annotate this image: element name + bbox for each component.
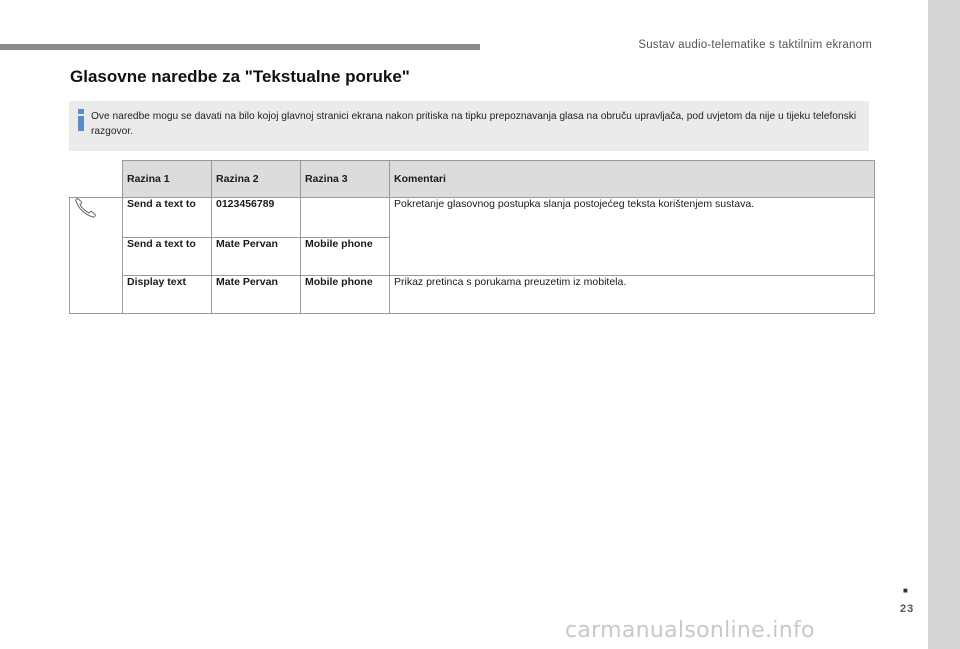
phone-handset-icon xyxy=(74,198,100,218)
table-icon-cell xyxy=(70,198,123,314)
table-row xyxy=(70,198,875,238)
table-row xyxy=(70,276,875,314)
table-header-blank xyxy=(70,161,123,198)
cell-level2: Mate Pervan xyxy=(212,238,301,276)
cell-level1: Send a text to xyxy=(123,198,212,238)
table-header-level1: Razina 1 xyxy=(123,161,212,198)
page-side-bar xyxy=(928,0,960,649)
cell-comment: Pokretanje glasovnog postupka slanja postojećeg teksta korištenjem sustava. xyxy=(390,198,875,276)
cell-level1: Send a text to xyxy=(123,238,212,276)
watermark: carmanualsonline.info xyxy=(565,618,815,643)
page-number: 23 xyxy=(900,603,915,615)
cell-level2: 0123456789 xyxy=(212,198,301,238)
voice-commands-table xyxy=(69,160,875,314)
header-rule xyxy=(0,44,480,50)
section-title: Sustav audio-telematike s taktilnim ekranom xyxy=(638,39,872,51)
info-box xyxy=(69,101,869,151)
table-header-level2: Razina 2 xyxy=(212,161,301,198)
table-header-level3: Razina 3 xyxy=(301,161,390,198)
cell-level2: Mate Pervan xyxy=(212,276,301,314)
info-icon xyxy=(75,109,87,131)
page-marker: ■ xyxy=(903,586,908,595)
info-text: Ove naredbe mogu se davati na bilo kojoj glavnoj stranici ekrana nakon pritiska na tipku prepoznavanja glasa na obruču upravljača, pod uvjetom da nije u tijeku telefonski razgovor. xyxy=(91,111,857,137)
table-header-comment: Komentari xyxy=(390,161,875,198)
cell-level3 xyxy=(301,198,390,238)
page-title: Glasovne naredbe za "Tekstualne poruke" xyxy=(70,67,410,86)
cell-level1: Display text xyxy=(123,276,212,314)
table-header-row xyxy=(70,161,875,198)
cell-comment: Prikaz pretinca s porukama preuzetim iz mobitela. xyxy=(390,276,875,314)
cell-level3: Mobile phone xyxy=(301,238,390,276)
cell-level3: Mobile phone xyxy=(301,276,390,314)
